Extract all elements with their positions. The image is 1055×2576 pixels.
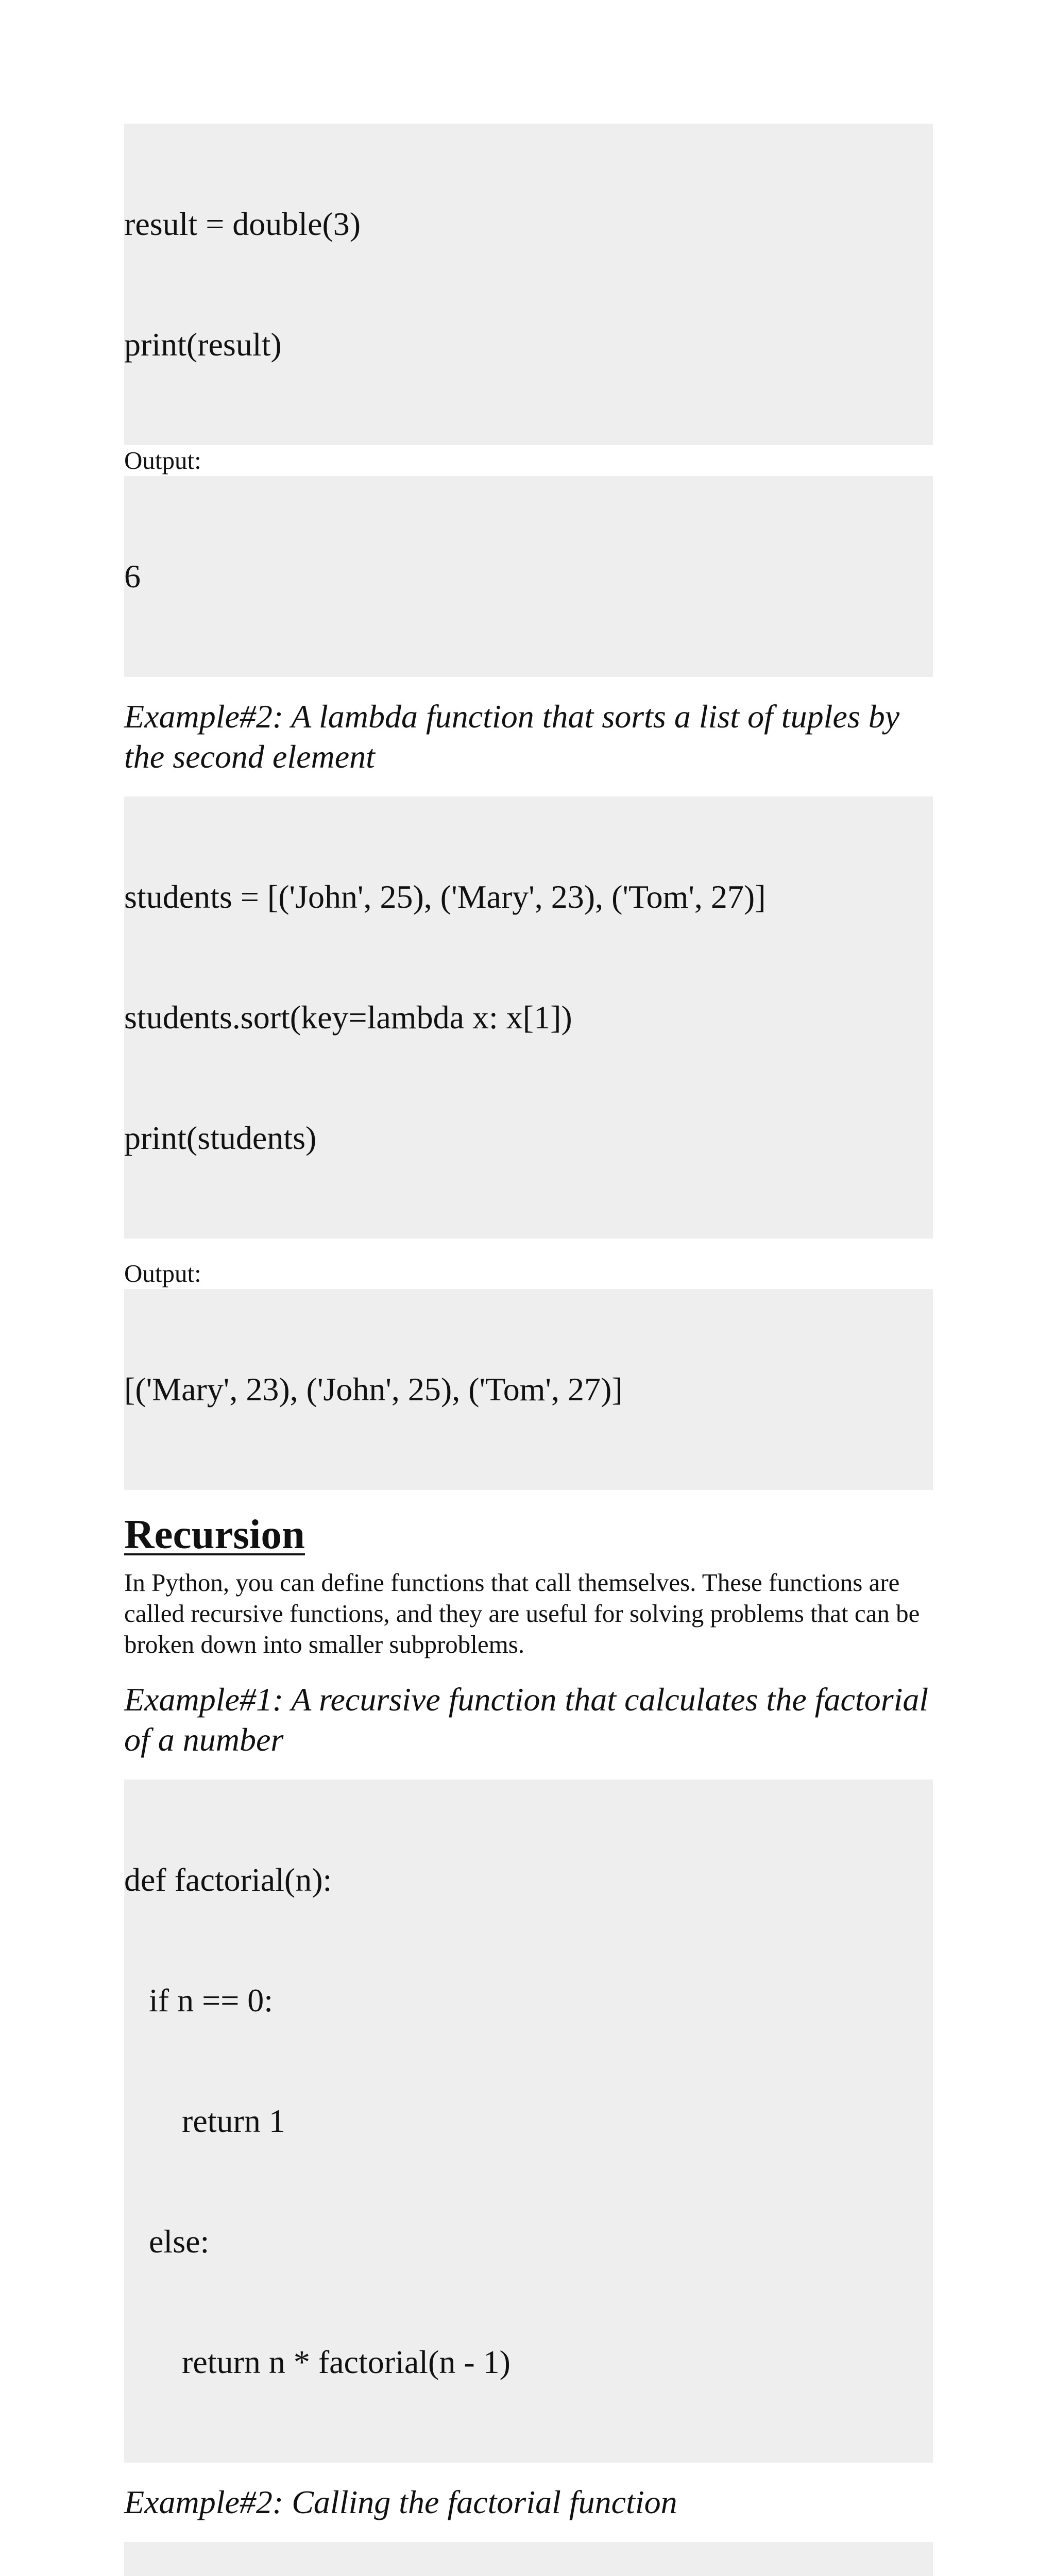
- code-block-factorial: [124, 1780, 933, 2463]
- example-heading-factorial: Example#1: A recursive function that calculates the factorial of a number: [124, 1681, 929, 1758]
- code-line: else:: [124, 2223, 210, 2260]
- output-block-double: [124, 476, 933, 677]
- code-line: if n == 0:: [124, 1982, 274, 2019]
- code-line: def factorial(n):: [124, 1861, 332, 1898]
- example-heading-lambda-sort: Example#2: A lambda function that sorts a list of tuples by the second element: [124, 698, 900, 775]
- code-line: return n * factorial(n - 1): [124, 2344, 511, 2380]
- code-line: print(result): [124, 326, 282, 363]
- code-block-call-factorial: [124, 2542, 933, 2576]
- output-label: Output:: [124, 1259, 201, 1287]
- section-paragraph: In Python, you can define functions that call themselves. These functions are called recursive functions, and they are useful for solving problems that can be broken down into smaller subproblems.: [124, 1568, 920, 1658]
- code-line: print(students): [124, 1120, 317, 1156]
- code-line: result = double(3): [124, 206, 361, 242]
- output-label: Output:: [124, 446, 201, 474]
- code-block-double: [124, 124, 933, 445]
- code-line: return 1: [124, 2103, 285, 2139]
- output-line: [('Mary', 23), ('John', 25), ('Tom', 27)]: [124, 1371, 623, 1408]
- output-line: 6: [124, 558, 141, 595]
- example-heading-call-factorial: Example#2: Calling the factorial function: [124, 2484, 677, 2520]
- section-title-recursion: Recursion: [124, 1511, 305, 1557]
- code-line: students.sort(key=lambda x: x[1]): [124, 999, 572, 1036]
- code-block-lambda-sort: [124, 796, 933, 1239]
- code-line: students = [('John', 25), ('Mary', 23), ('Tom', 27)]: [124, 878, 766, 915]
- output-block-lambda-sort: [124, 1289, 933, 1490]
- document-page: [124, 124, 933, 2576]
